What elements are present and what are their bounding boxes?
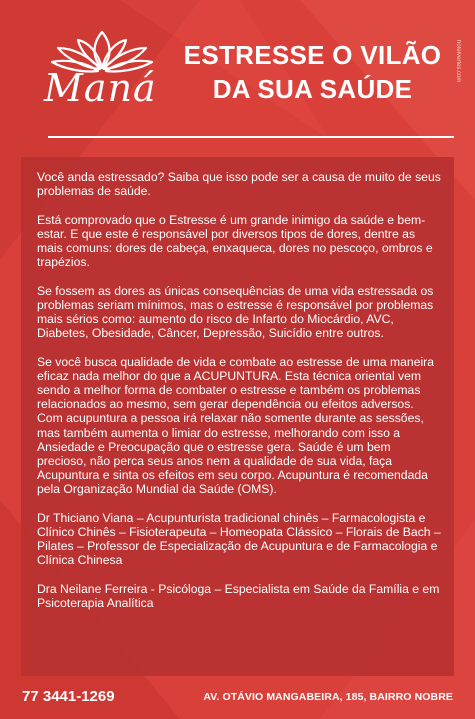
side-credit: hotelvertes.com (455, 40, 461, 83)
brand-logo-text: Maná (44, 66, 157, 110)
address: AV. OTÁVIO MANGABEIRA, 185, BAIRRO NOBRE (203, 691, 453, 703)
article-body (37, 170, 442, 624)
paragraph-dr-thiciano: Dr Thiciano Viana – Acupunturista tradicional chinês – Farmacologista e Clínico Chinês – Fisioterapeuta – Homeopata Clássico – Florais de Bach – Pilates – Professor de Especialização de Acupuntura e de Farmacologia e Clínica Chinesa (37, 510, 441, 568)
paragraph-intro: Você anda estressado? Saiba que isso pode ser a causa de muito de seus problemas de saúde. (37, 170, 441, 199)
title-line-2: DA SUA SAÚDE (212, 74, 413, 104)
paragraph-stress-pains: Está comprovado que o Estresse é um grande inimigo da saúde e bem-estar. E que este é responsável por diversos tipos de dores, dentre as mais comuns: dores de cabeça, enxaqueca, dores no pescoço, ombros e trapézios. (37, 212, 433, 270)
paragraph-acupuncture: Se você busca qualidade de vida e combate ao estresse de uma maneira eficaz nada melhor do que a ACUPUNTURA. Esta técnica oriental vem sendo a melhor forma de combater o estresse e também os problemas relacionados ao mesmo, sem gerar dependência ou efeitos adversos. Com acupuntura a pessoa irá relaxar não somente durante as sessões, mas também aumenta o limiar do estresse, melhorando com isso a Ansiedade e Preocupação que o estresse gera. Saúde é um bem precioso, não perca seus anos nem a qualidade de sua vida, faça Acupuntura e sinta os efeitos em seu corpo. Acupuntura é recomendada pela Organização Mundial da Saúde (OMS). (37, 354, 435, 497)
title-line-1: ESTRESSE O VILÃO (183, 40, 442, 70)
phone-number: 77 3441-1269 (22, 688, 115, 705)
paragraph-consequences: Se fossem as dores as únicas consequências de uma vida estressada os problemas seriam mínimos, mas o estresse é responsável por problemas mais sérios como: aumento do risco de Infarto do Miocárdio, AVC, Diabetes, Obesidade, Câncer, Depressão, Suicídio entre outros. (37, 283, 434, 341)
paragraph-dra-neilane: Dra Neilane Ferreira - Psicóloga – Especialista em Saúde da Família e em Psicoterapia Analítica (37, 581, 440, 611)
page-title (175, 38, 450, 106)
divider-line (48, 136, 454, 138)
